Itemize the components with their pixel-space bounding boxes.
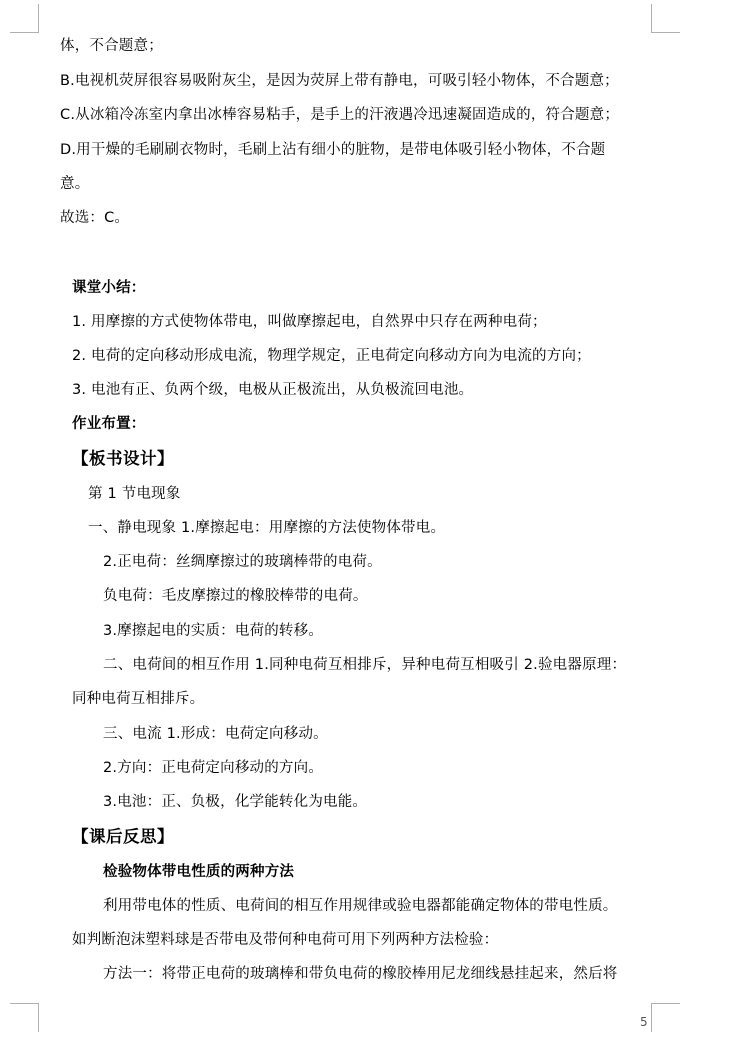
text-line: 3.摩擦起电的实质：电荷的转移。 — [103, 623, 324, 639]
text-line: 如判断泡沫塑料球是否带电及带何种电荷可用下列两种方法检验： — [72, 932, 499, 948]
text-line: 2.正电荷：丝绸摩擦过的玻璃棒带的电荷。 — [103, 554, 382, 570]
text-line: 三、电流 1.形成：电荷定向移动。 — [103, 726, 328, 742]
text-line: B.电视机荧屏很容易吸附灰尘，是因为荧屏上带有静电，可吸引轻小物体，不合题意； — [60, 73, 619, 89]
page-number: 5 — [640, 1015, 648, 1029]
summary-item: 3. 电池有正、负两个级，电极从正极流出，从负极流回电池。 — [72, 382, 474, 398]
crop-mark-top-right — [651, 4, 680, 33]
section-title-board-design: 【板书设计】 — [72, 449, 174, 468]
subsection-title: 检验物体带电性质的两种方法 — [103, 864, 295, 880]
text-line: 意。 — [60, 176, 90, 192]
text-line: 3.电池：正、负极，化学能转化为电能。 — [103, 794, 368, 810]
text-line: 方法一：将带正电荷的玻璃棒和带负电荷的橡胶棒用尼龙细线悬挂起来，然后将 — [103, 966, 618, 982]
crop-mark-bottom-left — [10, 1003, 39, 1032]
text-line: 同种电荷互相排斥。 — [72, 691, 205, 707]
summary-item: 1. 用摩擦的方式使物体带电，叫做摩擦起电，自然界中只存在两种电荷； — [72, 314, 547, 330]
text-line: 体，不合题意； — [60, 38, 163, 54]
summary-item: 2. 电荷的定向移动形成电流，物理学规定，正电荷定向移动方向为电流的方向； — [72, 348, 591, 364]
text-line: 二、电荷间的相互作用 1.同种电荷互相排斥，异种电荷互相吸引 2.验电器原理： — [103, 657, 627, 673]
text-line: 一、静电现象 1.摩擦起电：用摩擦的方法使物体带电。 — [88, 520, 446, 536]
section-title-homework: 作业布置： — [72, 416, 146, 432]
crop-mark-bottom-right — [651, 1003, 680, 1032]
text-line: 故选：C。 — [60, 210, 130, 226]
text-line: C.从冰箱冷冻室内拿出冰棒容易粘手，是手上的汗液遇冷迅速凝固造成的，符合题意； — [60, 107, 620, 123]
text-line: 2.方向：正电荷定向移动的方向。 — [103, 760, 324, 776]
section-title-reflection: 【课后反思】 — [72, 827, 174, 846]
text-line: D.用干燥的毛刷刷衣物时，毛刷上沾有细小的脏物，是带电体吸引轻小物体，不合题 — [60, 142, 606, 158]
text-line: 负电荷：毛皮摩擦过的橡胶棒带的电荷。 — [103, 588, 368, 604]
section-title-summary: 课堂小结： — [72, 280, 146, 296]
text-line: 第 1 节电现象 — [88, 486, 181, 502]
text-line: 利用带电体的性质、电荷间的相互作用规律或验电器都能确定物体的带电性质。 — [103, 898, 618, 914]
crop-mark-top-left — [10, 4, 39, 33]
